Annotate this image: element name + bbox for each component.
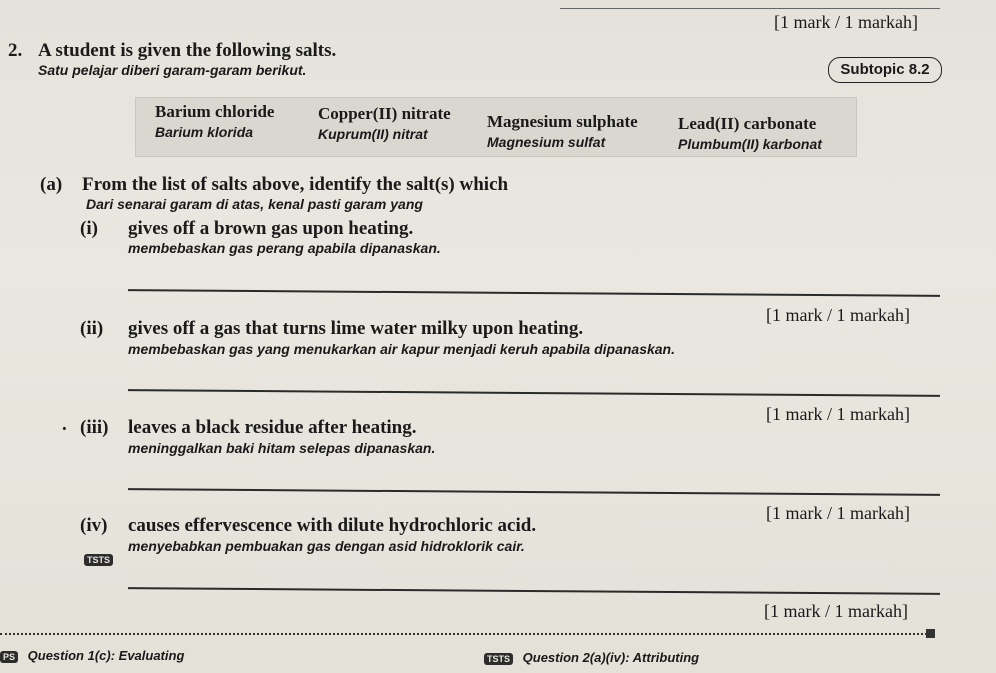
footer-right-text: Question 2(a)(iv): Attributing	[522, 650, 700, 665]
part-a-text-ms: Dari senarai garam di atas, kenal pasti garam yang	[86, 196, 423, 212]
salt-1-ms: Barium klorida	[155, 124, 254, 140]
salt-3-ms: Magnesium sulfat	[487, 134, 606, 150]
tsts-badge: TSTS	[484, 653, 513, 665]
salt-3-en: Magnesium sulphate	[487, 112, 638, 131]
mark-iii: [1 mark / 1 markah]	[766, 503, 910, 523]
footer-right	[484, 650, 699, 665]
tsts-side-badge: TSTS	[84, 550, 113, 568]
mark-iv: [1 mark / 1 markah]	[764, 601, 908, 621]
footer-left	[0, 648, 184, 663]
ps-badge: PS	[0, 651, 18, 663]
salt-1-en: Barium chloride	[155, 102, 275, 121]
sub-i-label: (i)	[80, 218, 98, 239]
part-a-text-en: From the list of salts above, identify the salt(s) which	[82, 174, 509, 195]
mark-ii: [1 mark / 1 markah]	[766, 404, 910, 424]
sub-iv-label: (iv)	[80, 515, 108, 536]
sub-iv-text-en: causes effervescence with dilute hydrochloric acid.	[128, 515, 537, 536]
sub-iii-label: (iii)	[80, 417, 109, 438]
salt-2-ms: Kuprum(II) nitrat	[318, 126, 428, 142]
divider-end-marker	[926, 629, 935, 638]
top-mark: [1 mark / 1 markah]	[774, 12, 918, 32]
answer-line-i[interactable]	[128, 289, 940, 297]
question-number: 2.	[8, 40, 23, 61]
sub-iv-text-ms: menyebabkan pembuakan gas dengan asid hidroklorik cair.	[128, 538, 525, 554]
salt-4-ms: Plumbum(II) karbonat	[678, 136, 822, 152]
sub-ii-label: (ii)	[80, 318, 104, 339]
answer-line-top	[560, 8, 940, 9]
salt-4-en: Lead(II) carbonate	[678, 114, 817, 133]
mark-i: [1 mark / 1 markah]	[766, 305, 910, 325]
sub-i-text-en: gives off a brown gas upon heating.	[128, 218, 414, 239]
sub-iii-bullet: .	[62, 414, 67, 435]
answer-line-iii[interactable]	[128, 488, 940, 496]
sub-ii-text-en: gives off a gas that turns lime water milky upon heating.	[128, 318, 584, 339]
footer-divider	[0, 633, 935, 635]
question-stem-en: A student is given the following salts.	[38, 40, 337, 61]
sub-i-text-ms: membebaskan gas perang apabila dipanaskan.	[128, 240, 441, 256]
sub-iii-text-en: leaves a black residue after heating.	[128, 417, 417, 438]
sub-ii-text-ms: membebaskan gas yang menukarkan air kapur menjadi keruh apabila dipanaskan.	[128, 341, 675, 357]
subtopic-badge: Subtopic 8.2	[828, 57, 942, 83]
question-stem-ms: Satu pelajar diberi garam-garam berikut.	[38, 62, 307, 78]
answer-line-ii[interactable]	[128, 389, 940, 397]
answer-line-iv[interactable]	[128, 587, 940, 595]
sub-iii-text-ms: meninggalkan baki hitam selepas dipanaskan.	[128, 440, 436, 456]
salt-2-en: Copper(II) nitrate	[318, 104, 451, 123]
footer-left-text: Question 1(c): Evaluating	[27, 648, 185, 663]
part-a-label: (a)	[40, 174, 63, 195]
